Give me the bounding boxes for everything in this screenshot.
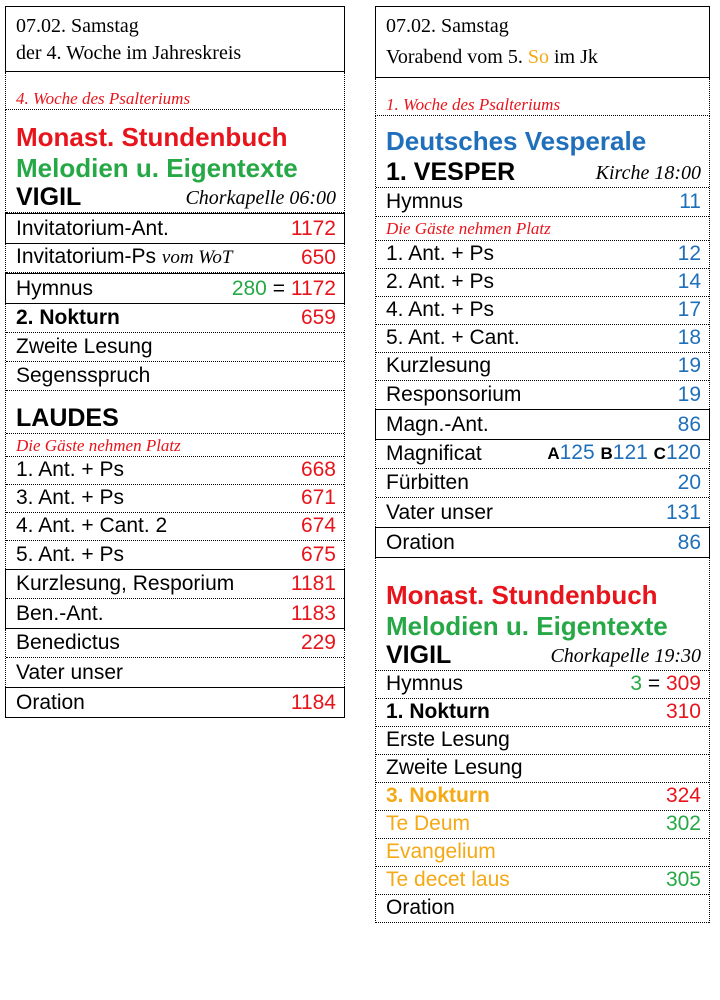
row-page: 671 xyxy=(300,486,336,509)
row-page: 19 xyxy=(677,354,701,377)
row-2-nokturn xyxy=(6,304,344,333)
row-magn-ant xyxy=(376,410,709,439)
oration-box xyxy=(5,687,345,718)
right-psalter-week: 1. Woche des Psalteriums xyxy=(375,78,710,116)
row-3-nokturn xyxy=(376,783,709,811)
row-label: Oration xyxy=(16,691,85,714)
left-date-line: 07.02. Samstag xyxy=(16,15,139,37)
vesperale-title: Deutsches Vesperale xyxy=(386,126,647,156)
row-vigil-oration xyxy=(376,895,709,923)
left-book-title: Monast. Stundenbuch xyxy=(16,122,288,152)
row-1-nokturn xyxy=(376,699,709,727)
row-label: Hymnus xyxy=(386,190,464,213)
year-a-letter: A xyxy=(547,444,560,463)
row-label: 4. Ant. + Ps xyxy=(386,298,494,321)
row-page: 1183 xyxy=(290,602,336,625)
row-label: 4. Ant. + Cant. 2 xyxy=(16,514,168,537)
row-label: Kurzlesung, Resporium xyxy=(16,572,235,595)
laudes-note: Die Gäste nehmen Platz xyxy=(6,433,344,457)
row-kurzlesung xyxy=(6,570,344,599)
row-invitatorium-ant xyxy=(6,214,344,243)
row-label: 2. Ant. + Ps xyxy=(386,270,494,293)
kurzlesung-box xyxy=(5,569,345,629)
row-page: 229 xyxy=(300,631,336,654)
row-erste-lesung xyxy=(376,727,709,755)
row-vigil-hymnus xyxy=(376,671,709,699)
evening-vigil-block xyxy=(375,558,710,923)
row-segensspruch xyxy=(6,362,344,391)
vigil-place: Chorkapelle 06:00 xyxy=(185,187,336,209)
left-vigil-block xyxy=(5,110,345,213)
row-oration xyxy=(6,688,344,717)
row-label: 2. Nokturn xyxy=(16,306,120,329)
row-page: 1184 xyxy=(290,691,336,714)
row-page: 309 xyxy=(665,672,701,695)
row-page: 12 xyxy=(677,242,701,265)
row-ben-ant xyxy=(6,599,344,628)
year-c-letter: C xyxy=(653,444,666,463)
row-vesper-hymnus xyxy=(376,188,709,217)
vesper-note: Die Gäste nehmen Platz xyxy=(376,217,709,241)
row-page: 659 xyxy=(300,306,336,329)
row-label: Te Deum xyxy=(386,812,471,835)
row-label: Benedictus xyxy=(16,631,120,654)
laudes-name: LAUDES xyxy=(16,404,119,432)
year-b-letter: B xyxy=(600,444,613,463)
row-laudes-1 xyxy=(6,457,344,485)
row-vesper-2 xyxy=(376,269,709,297)
row-label: Oration xyxy=(386,896,455,919)
right-vorabend-line xyxy=(386,44,699,71)
row-zweite-lesung xyxy=(376,755,709,783)
left-schedule-column xyxy=(5,6,345,718)
row-label: Invitatorium-Ps xyxy=(16,245,157,268)
row-page: 1172 xyxy=(290,277,336,300)
row-page: 131 xyxy=(665,501,701,524)
row-page: 1172 xyxy=(290,217,336,240)
row-label: 1. Ant. + Ps xyxy=(386,242,494,265)
row-label: Kurzlesung xyxy=(386,354,492,377)
sunday-abbrev: So xyxy=(527,46,549,68)
row-page: 14 xyxy=(677,270,701,293)
row-label: 3. Ant. + Ps xyxy=(16,486,124,509)
row-label: 1. Ant. + Ps xyxy=(16,458,124,481)
evening-vigil-heading xyxy=(376,642,709,671)
row-page: 18 xyxy=(677,326,701,349)
row-vesper-1 xyxy=(376,241,709,269)
row-eq: = xyxy=(647,672,661,695)
row-label: 1. Nokturn xyxy=(386,700,490,723)
vorabend-suffix: im Jk xyxy=(553,46,598,68)
row-page: 86 xyxy=(677,531,701,554)
row-vater-unser xyxy=(376,498,709,527)
left-week-line: der 4. Woche im Jahreskreis xyxy=(16,42,242,64)
row-page: 17 xyxy=(677,298,701,321)
row-label: 5. Ant. + Cant. xyxy=(386,326,520,349)
row-label: Fürbitten xyxy=(386,471,469,494)
vesper-name: 1. VESPER xyxy=(386,158,516,186)
row-label: Zweite Lesung xyxy=(16,335,153,358)
row-laudes-4 xyxy=(6,541,344,569)
row-label: Magn.-Ant. xyxy=(386,413,489,436)
row-label: Segensspruch xyxy=(16,364,151,387)
vesper-place: Kirche 18:00 xyxy=(595,162,701,184)
row-responsorium xyxy=(376,381,709,409)
left-date-header xyxy=(5,6,345,72)
row-kurzlesung xyxy=(376,353,709,381)
row-page: 20 xyxy=(677,471,701,494)
evening-vigil-place: Chorkapelle 19:30 xyxy=(550,645,701,667)
right-book-subtitle: Melodien u. Eigentexte xyxy=(386,611,668,641)
row-label: 5. Ant. + Ps xyxy=(16,543,124,566)
magn-ant-box xyxy=(375,409,710,440)
row-label: Hymnus xyxy=(16,277,94,300)
row-label: Ben.-Ant. xyxy=(16,602,104,625)
vorabend-text: Vorabend vom 5. xyxy=(386,46,523,68)
row-label: Vater unser xyxy=(16,661,123,684)
row-invitatorium-ps xyxy=(6,244,344,273)
row-label: Vater unser xyxy=(386,501,493,524)
row-page: 674 xyxy=(300,514,336,537)
vesper-block xyxy=(375,116,710,409)
row-page: 86 xyxy=(677,413,701,436)
row-page: 11 xyxy=(679,190,701,213)
row-laudes-3 xyxy=(6,513,344,541)
row-vesper-4 xyxy=(376,325,709,353)
row-benedictus xyxy=(6,629,344,658)
row-page: 650 xyxy=(300,246,336,269)
laudes-heading xyxy=(6,403,344,433)
left-vigil-heading xyxy=(6,184,344,213)
year-a-page: 125 xyxy=(559,441,595,464)
vesper-heading xyxy=(376,157,709,188)
left-book-subtitle: Melodien u. Eigentexte xyxy=(16,153,298,183)
row-zweite-lesung xyxy=(6,333,344,362)
row-te-deum xyxy=(376,811,709,839)
row-label: Evangelium xyxy=(386,840,496,863)
row-page: 668 xyxy=(300,458,336,481)
row-eq: = xyxy=(272,277,285,300)
row-label: Zweite Lesung xyxy=(386,756,523,779)
row-page: 1181 xyxy=(290,572,336,595)
row-page: 675 xyxy=(300,543,336,566)
right-schedule-column xyxy=(375,6,710,923)
row-label: Magnificat xyxy=(386,442,482,465)
row-te-decet-laus xyxy=(376,867,709,895)
invitatorium-ant-box xyxy=(5,213,345,244)
row-page: 305 xyxy=(665,868,701,891)
row-label: Responsorium xyxy=(386,383,522,406)
right-date-header xyxy=(375,6,710,78)
row-page: 310 xyxy=(665,700,701,723)
right-date-line: 07.02. Samstag xyxy=(386,15,509,37)
hymnus-box xyxy=(5,273,345,304)
row-hymnus xyxy=(6,274,344,303)
row-vesper-oration xyxy=(376,528,709,557)
year-c-page: 120 xyxy=(665,441,701,464)
row-fuerbitten xyxy=(376,469,709,498)
row-vater-unser xyxy=(6,658,344,687)
row-evangelium xyxy=(376,839,709,867)
row-num: 280 xyxy=(231,277,267,300)
row-vesper-3 xyxy=(376,297,709,325)
row-page: 302 xyxy=(665,812,701,835)
row-num: 3 xyxy=(630,672,642,695)
row-page: 19 xyxy=(677,383,701,406)
row-label: Oration xyxy=(386,531,455,554)
row-label: 3. Nokturn xyxy=(386,784,490,807)
row-label: Erste Lesung xyxy=(386,728,510,751)
vesper-oration-box xyxy=(375,527,710,558)
year-b-page: 121 xyxy=(612,441,648,464)
row-page: 324 xyxy=(665,784,701,807)
row-suffix: vom WoT xyxy=(161,247,233,268)
right-book-title: Monast. Stundenbuch xyxy=(386,580,658,610)
row-label: Hymnus xyxy=(386,672,464,695)
row-label: Te decet laus xyxy=(386,868,510,891)
row-magnificat xyxy=(376,440,709,469)
vigil-name: VIGIL xyxy=(16,183,82,211)
left-psalter-week: 4. Woche des Psalteriums xyxy=(5,72,345,110)
row-label: Invitatorium-Ant. xyxy=(16,217,169,240)
evening-vigil-name: VIGIL xyxy=(386,641,452,669)
row-laudes-2 xyxy=(6,485,344,513)
